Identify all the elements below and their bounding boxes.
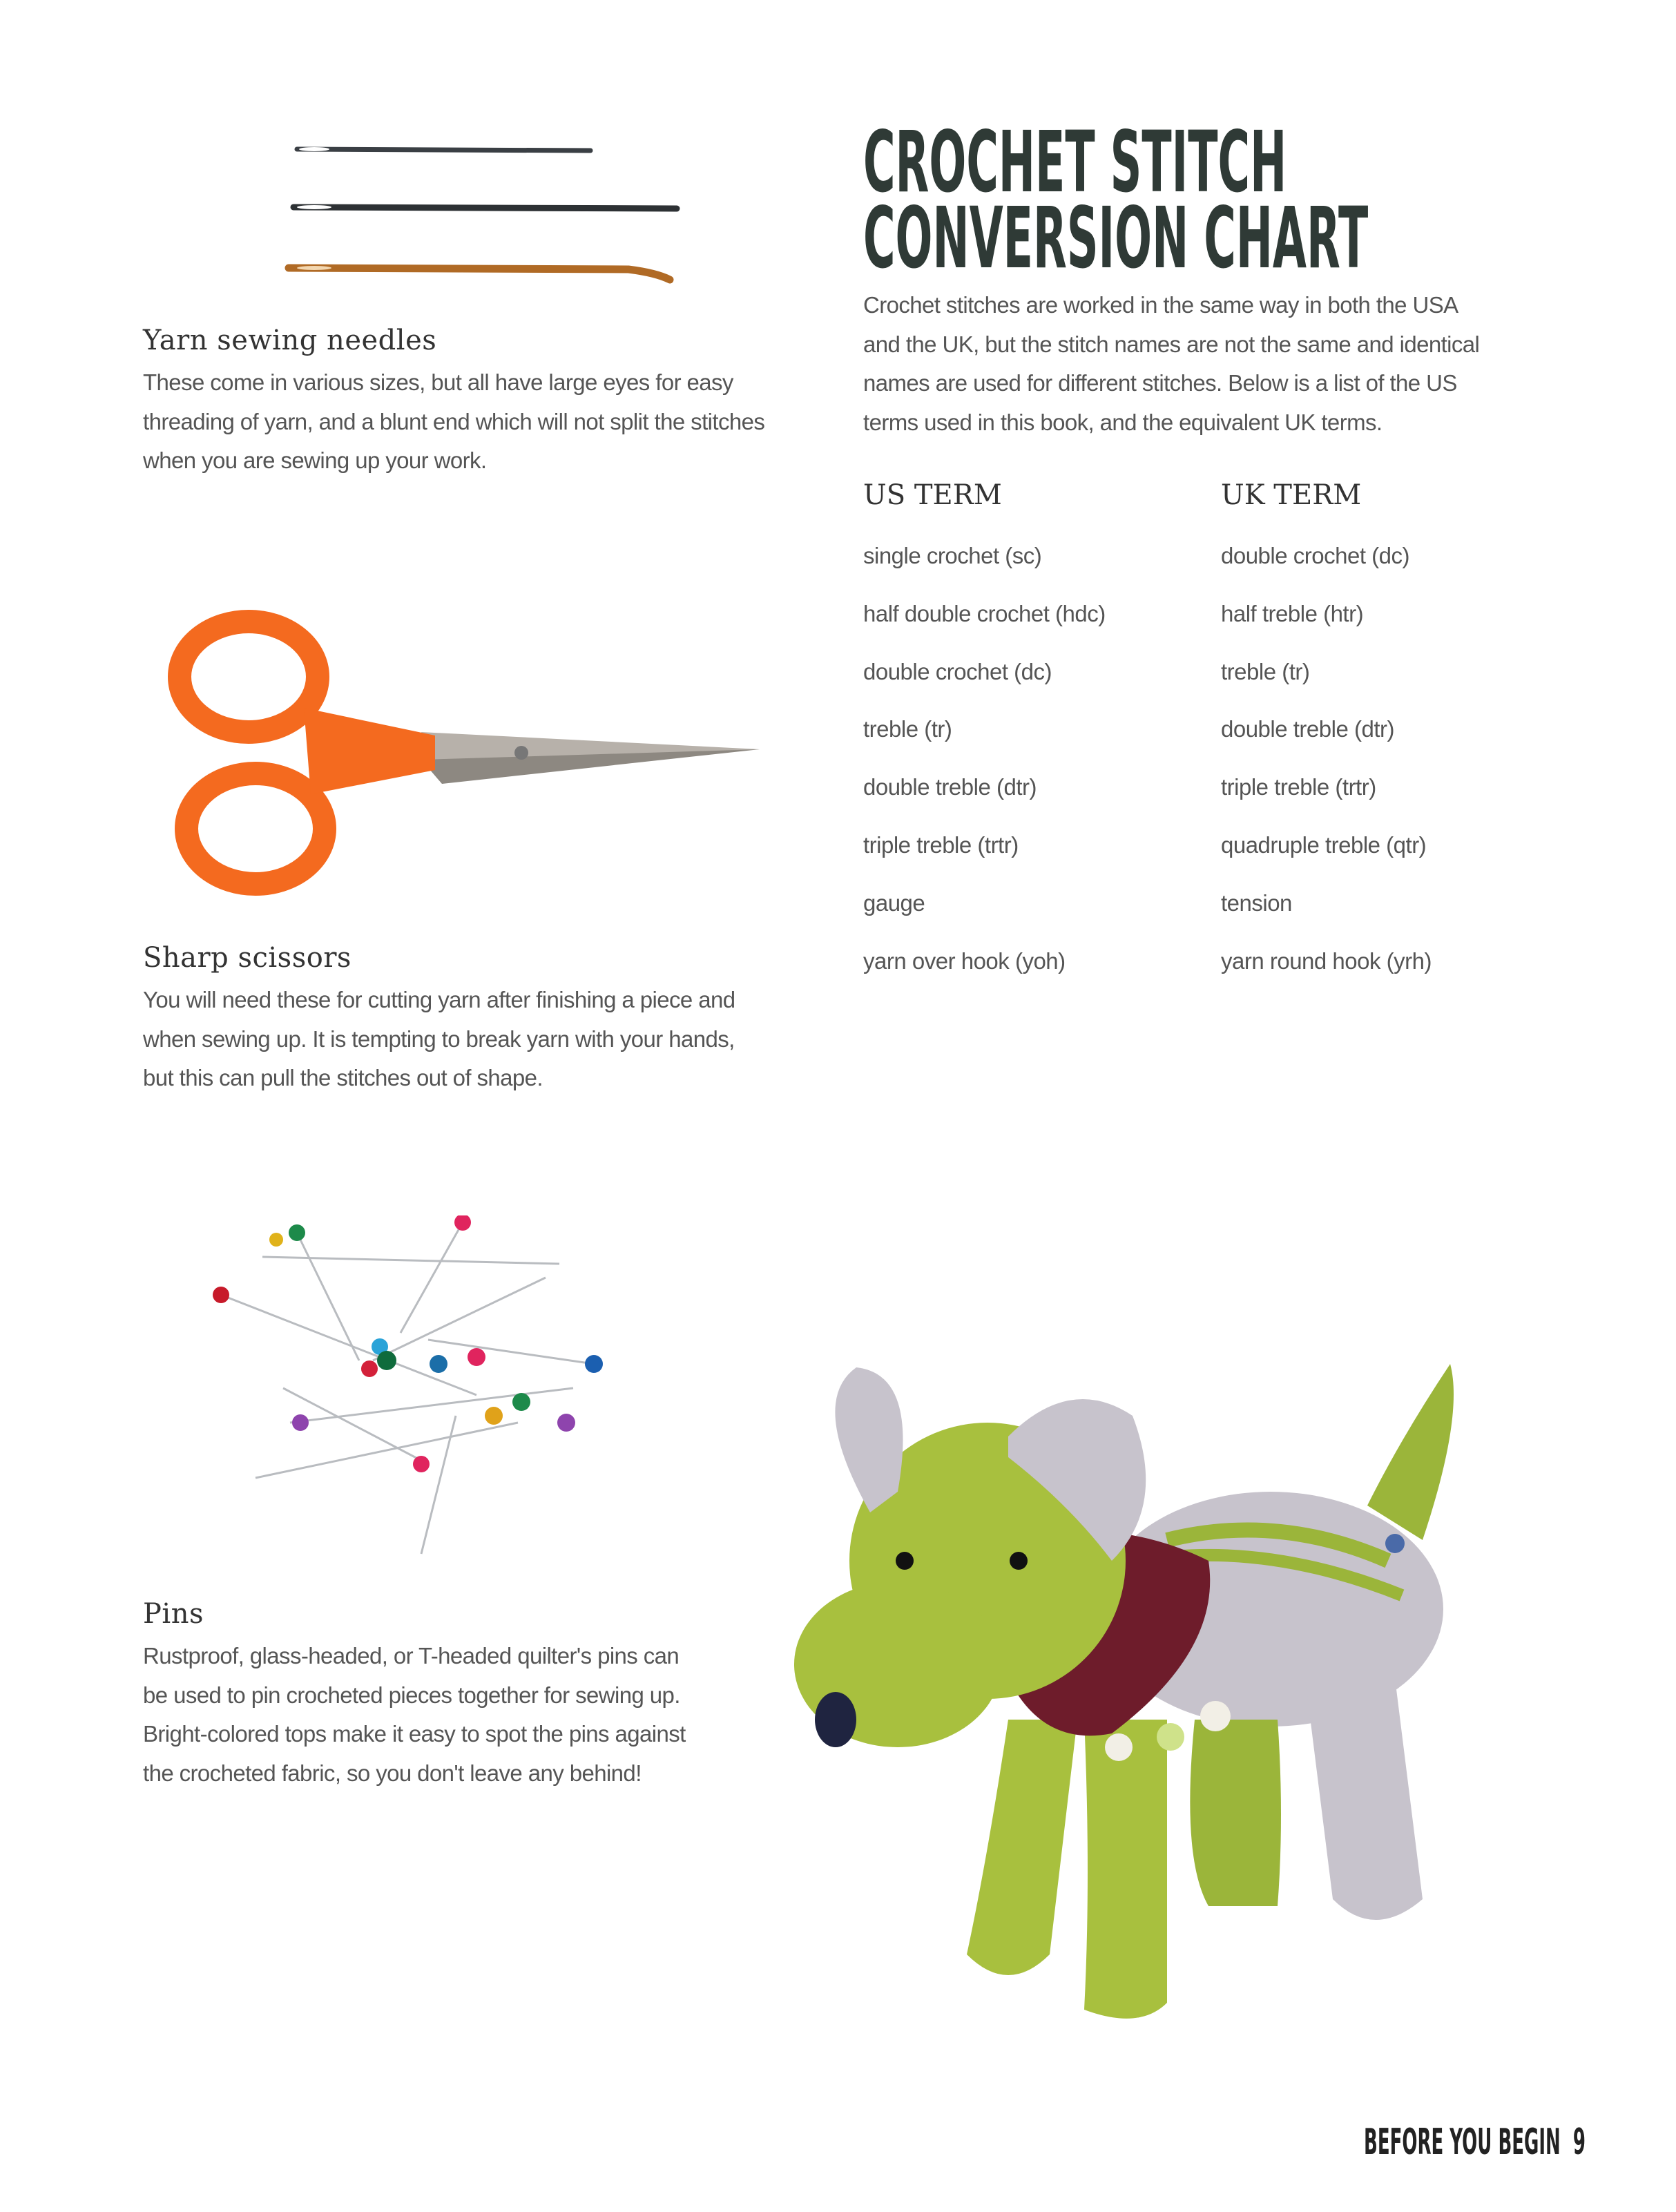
pins-description: [143, 1637, 686, 1793]
section-name: BEFORE YOU BEGIN: [1364, 2122, 1561, 2163]
uk-term-cell: treble (tr): [1221, 658, 1310, 684]
needles-description: [143, 363, 764, 481]
scissors-description: [143, 981, 735, 1098]
chart-intro: [863, 286, 1479, 442]
text-line: These come in various sizes, but all have large eyes for easy: [143, 369, 733, 395]
text-line: Rustproof, glass-headed, or T-headed quilter's pins can: [143, 1643, 680, 1668]
us-term-cell: treble (tr): [863, 716, 952, 742]
page-number: 9: [1572, 2122, 1586, 2163]
uk-term-cell: double treble (dtr): [1221, 716, 1394, 742]
uk-term-cell: yarn round hook (yrh): [1221, 948, 1432, 974]
text-line: threading of yarn, and a blunt end which will not split the stitches: [143, 408, 765, 434]
crochet-dog-image: [780, 1333, 1526, 2065]
us-term-cell: triple treble (trtr): [863, 832, 1019, 858]
uk-term-cell: quadruple treble (qtr): [1221, 832, 1427, 858]
text-line: Bright-colored tops make it easy to spot the pins against: [143, 1721, 686, 1747]
uk-term-cell: half treble (htr): [1221, 600, 1364, 626]
title-line: CROCHET STITCH: [863, 113, 1287, 211]
needles-heading: Yarn sewing needles: [143, 325, 437, 356]
text-line: terms used in this book, and the equivalent UK terms.: [863, 409, 1383, 435]
uk-term-cell: triple treble (trtr): [1221, 774, 1376, 800]
text-line: You will need these for cutting yarn after finishing a piece and: [143, 987, 735, 1012]
us-term-cell: yarn over hook (yoh): [863, 948, 1066, 974]
text-line: names are used for different stitches. Below is a list of the US: [863, 370, 1457, 396]
us-term-cell: half double crochet (hdc): [863, 600, 1106, 626]
uk-term-header: UK TERM: [1221, 479, 1362, 511]
us-term-cell: single crochet (sc): [863, 543, 1042, 568]
uk-term-cell: double crochet (dc): [1221, 543, 1409, 568]
text-line: be used to pin crocheted pieces together for sewing up.: [143, 1682, 680, 1708]
us-term-cell: double crochet (dc): [863, 658, 1052, 684]
text-line: when sewing up. It is tempting to break yarn with your hands,: [143, 1026, 735, 1052]
text-line: the crocheted fabric, so you don't leave any behind!: [143, 1760, 642, 1786]
text-line: but this can pull the stitches out of shape.: [143, 1065, 543, 1090]
scissors-image: [159, 601, 767, 905]
us-term-cell: gauge: [863, 889, 925, 916]
pins-heading: Pins: [143, 1598, 204, 1630]
page-title: [863, 113, 1369, 287]
us-term-header: US TERM: [863, 479, 1002, 511]
pins-image: [200, 1215, 628, 1575]
text-line: when you are sewing up your work.: [143, 448, 487, 473]
sewing-needles-image: [283, 138, 684, 290]
title-line: CONVERSION CHART: [863, 189, 1369, 287]
page-footer: [1364, 2122, 1586, 2163]
scissors-heading: Sharp scissors: [143, 942, 351, 974]
text-line: and the UK, but the stitch names are not the same and identical: [863, 331, 1480, 357]
us-term-cell: double treble (dtr): [863, 774, 1037, 800]
uk-term-cell: tension: [1221, 889, 1292, 916]
text-line: Crochet stitches are worked in the same way in both the USA: [863, 292, 1458, 318]
